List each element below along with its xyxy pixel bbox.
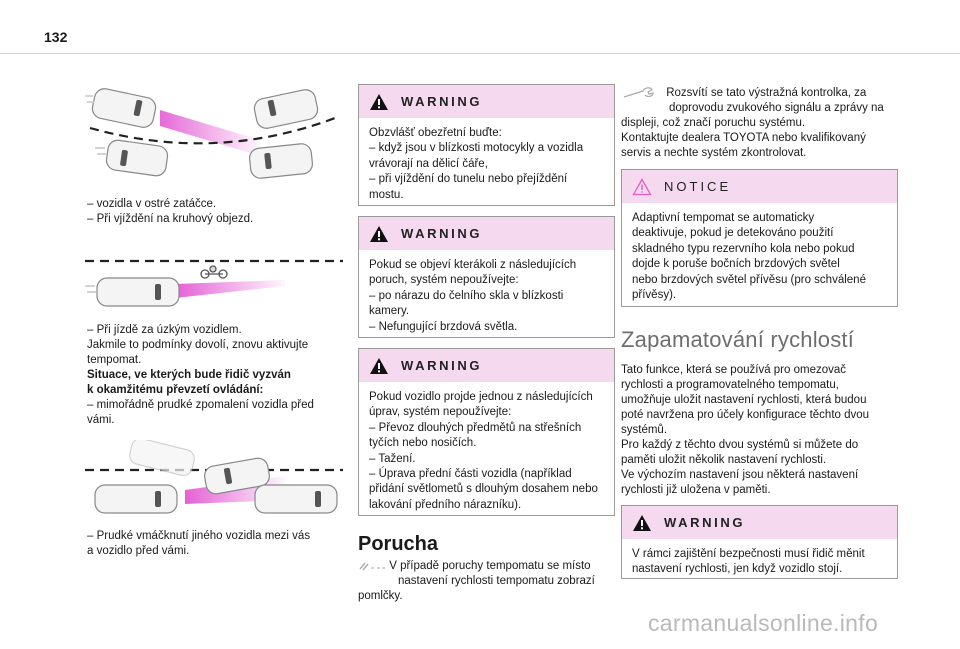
notice-triangle-icon — [632, 178, 652, 196]
warning-header — [622, 506, 897, 539]
section-heading-porucha: Porucha — [358, 533, 439, 555]
warning-box-malfunctions — [358, 216, 615, 338]
watermark: carmanualsonline.info — [648, 610, 879, 636]
curve-scenario-illustration — [85, 88, 345, 188]
warning-triangle-icon — [369, 93, 389, 111]
warning-title: WARNING — [664, 515, 746, 530]
warning-title: WARNING — [401, 94, 483, 109]
warning-title: WARNING — [401, 226, 483, 241]
wrench-icon — [621, 86, 659, 100]
warning-body: Pokud vozidlo projde jednou z následujících úprav, systém nepoužívejte: – Převoz dlouhých předmětů na střešních tyčích nebo nosičích. – Tažení. – Úprava přední části vozidla (například přidání světlometů s dlouhým dosahem nebo lakování předního nárazníku). — [369, 391, 598, 511]
warning-light-text: Rozsvítí se tato výstražná kontrolka, za doprovodu zvukového signálu a zprávy na displeji, což značí poruchu systému. Kontaktujte dealera TOYOTA nebo kvalifikovaný servis a nechte systém zkontrolovat. — [621, 87, 884, 160]
warning-body: Pokud se objeví kterákoli z následujících poruch, systém nepoužívejte: – po nárazu do čelního skla v blízkosti kamery. – Nefungující brzdová světla. — [369, 259, 577, 333]
notice-title: NOTICE — [664, 179, 732, 194]
narrow-vehicle-illustration — [85, 256, 345, 316]
zapamatovani-text: Tato funkce, která se používá pro omezovač rychlosti a programovatelného tempomatu, umožňuje uložit nastavení rychlosti, která budou poté navržena pro účely konfigurace těchto dvou systémů. Pro každý z těchto dvou systémů si můžete do paměti uložit několik nastavení rychlosti. Ve výchozím nastavení jsou některá nastavení rychlosti již uložena v paměti. — [621, 364, 870, 496]
motorcycle-icon — [201, 266, 227, 278]
notice-header — [622, 170, 897, 203]
warning-header — [359, 217, 614, 250]
caption-narrow-vehicle: – Při jízdě za úzkým vozidlem. Jakmile to podmínky dovolí, znovu aktivujte tempomat. Situace, ve kterých bude řidič vyzván k okamžitému převzetí ovládání: – mimořádně prudké zpomalení vozidla před vámi. — [87, 324, 314, 426]
page-number: 132 — [44, 29, 68, 45]
warning-header — [359, 85, 614, 118]
car-icon — [95, 457, 337, 513]
warning-triangle-icon — [369, 357, 389, 375]
top-divider — [0, 53, 960, 54]
porucha-text: V případě poruchy tempomatu se místo nastavení rychlosti tempomatu zobrazí pomlčky. — [358, 560, 595, 602]
warning-body: V rámci zajištění bezpečnosti musí řidič měnit nastavení rychlosti, jen když vozidlo stojí. — [632, 548, 865, 576]
display-dashes-icon — [358, 560, 386, 572]
warning-box-speed-settings — [621, 505, 898, 579]
warning-body: Obzvlášť obezřetní buďte: – když jsou v blízkosti motocykly a vozidla vrávorají na dělicí čáře, – při vjíždění do tunelu nebo přejíždění mostu. — [369, 127, 584, 201]
warning-title: WARNING — [401, 358, 483, 373]
notice-body: Adaptivní tempomat se automaticky deaktivuje, pokud je detekováno použití skladného typu rezervního kola nebo pokud dojde k poruše bočních brzdových světel nebo brzdových světel přívěsu (pro schválené přívěsy). — [632, 212, 866, 302]
warning-box-modifications — [358, 348, 615, 516]
section-heading-zapamatovani: Zapamatování rychlostí — [621, 327, 855, 352]
car-icon — [97, 278, 179, 306]
caption-curve: – vozidla v ostré zatáčce. – Při vjíždění na kruhový objezd. — [87, 198, 254, 225]
warning-triangle-icon — [632, 514, 652, 532]
warning-triangle-icon — [369, 225, 389, 243]
notice-box — [621, 169, 898, 307]
warning-box-caution — [358, 84, 615, 206]
warning-header — [359, 349, 614, 382]
caption-cut-in: – Prudké vmáčknutí jiného vozidla mezi vás a vozidlo před vámi. — [87, 530, 311, 557]
cut-in-illustration — [85, 440, 345, 520]
